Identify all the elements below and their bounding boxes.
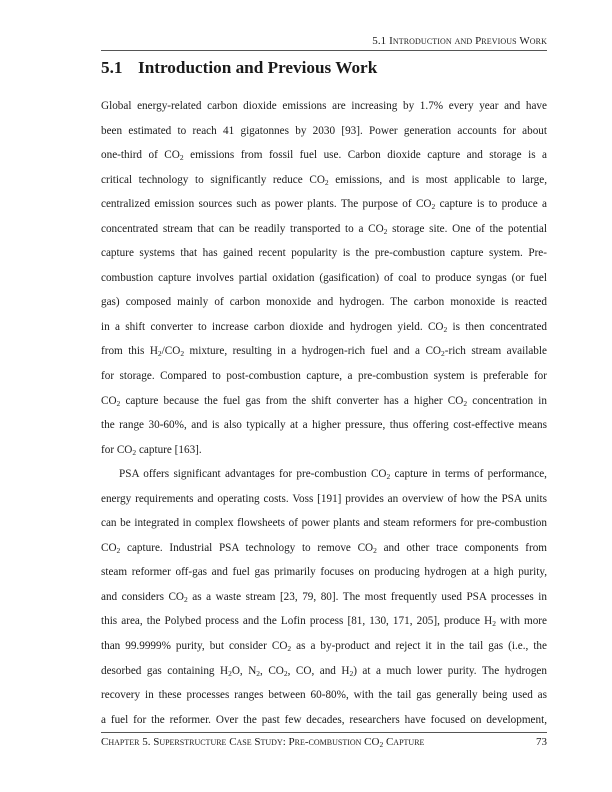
text-line: Global energy-related carbon dioxide emissions are increasing by 1.7% every year and have xyxy=(101,100,547,112)
text-line: this area, the Polybed process and the Lofin process [81, 130, 171, 205], produce $H_2$ with more xyxy=(101,615,547,629)
text-line: $CO_2$ capture. Industrial PSA technology to remove $CO_2$ and other trace components from xyxy=(101,541,547,555)
text-line: capture systems that has gained recent popularity is the pre-combustion capture system. Pre- xyxy=(101,247,547,260)
text-line: in a shift converter to increase carbon dioxide and hydrogen yield. $CO_2$ is then concentrated xyxy=(101,320,548,334)
text-line: a fuel for the reformer. Over the past few decades, researchers have focused on development, xyxy=(101,713,547,726)
running-foot xyxy=(101,736,547,748)
text-line: desorbed gas containing $H_2O$, $N_2$, $CO_2$, CO, and $H_2$) at a much lower purity. The hydrogen xyxy=(101,664,547,678)
text-line: the range 30-60%, and is also typically at a higher pressure, thus offering cost-effective means xyxy=(101,419,547,432)
text-line: concentrated stream that can be readily transported to a $CO_2$ storage site. One of the potential xyxy=(101,222,547,236)
text-line: combustion capture involves partial oxidation (gasification) of coal to produce syngas (or fuel xyxy=(101,271,547,284)
text-line: been estimated to reach 41 gigatonnes by 2030 [93]. Power generation accounts for about xyxy=(101,124,547,137)
chapter-title: Chapter 5. Superstructure Case Study: Pre-combustion $CO_2$ Capture xyxy=(101,736,425,749)
header-rule xyxy=(101,50,547,51)
section-heading xyxy=(101,58,377,78)
text-line: recovery in these processes ranges between 60-80%, with the tail gas generally being used as xyxy=(101,689,547,702)
text-line: than 99.9999% purity, but consider $CO_2$ as a by-product and reject it in the tail gas (i.e., the xyxy=(101,640,547,654)
text-line: one-third of $CO_2$ emissions from fossil fuel use. Carbon dioxide capture and storage is a xyxy=(101,149,547,163)
body-text xyxy=(101,94,547,732)
text-line: for $CO_2$ capture [163]. xyxy=(101,443,202,457)
running-head: 5.1 Introduction and Previous Work xyxy=(372,35,547,47)
text-line: steam reformer off-gas and fuel gas primarily focuses on producing hydrogen at a high purity, xyxy=(101,566,547,579)
text-line: can be integrated in complex flowsheets of power plants and steam reformers for pre-combustion xyxy=(101,517,547,530)
text-line: energy requirements and operating costs. Voss [191] provides an overview of how the PSA units xyxy=(101,492,547,505)
text-line: $CO_2$ capture because the fuel gas from the shift converter has a higher $CO_2$ concentration in xyxy=(101,394,547,408)
footer-rule xyxy=(101,732,547,733)
text-line: critical technology to significantly reduce $CO_2$ emissions, and is most applicable to large, xyxy=(101,173,547,187)
text-line: and considers $CO_2$ as a waste stream [23, 79, 80]. The most frequently used PSA processes in xyxy=(101,590,547,604)
text-line: for storage. Compared to post-combustion capture, a pre-combustion system is preferable for xyxy=(101,370,547,383)
text-line: centralized emission sources such as power plants. The purpose of $CO_2$ capture is to produce a xyxy=(101,198,547,212)
text-line: PSA offers significant advantages for pre-combustion $CO_2$ capture in terms of performance, xyxy=(119,468,547,482)
page-number: 73 xyxy=(536,736,547,748)
text-line: gas) composed mainly of carbon monoxide and hydrogen. The carbon monoxide is reacted xyxy=(101,296,547,309)
text-line: from this $H_2/CO_2$ mixture, resulting in a hydrogen-rich fuel and a $CO_2$-rich stream available xyxy=(101,345,547,359)
section-title: Introduction and Previous Work xyxy=(138,58,378,77)
section-number: 5.1 xyxy=(101,58,123,77)
